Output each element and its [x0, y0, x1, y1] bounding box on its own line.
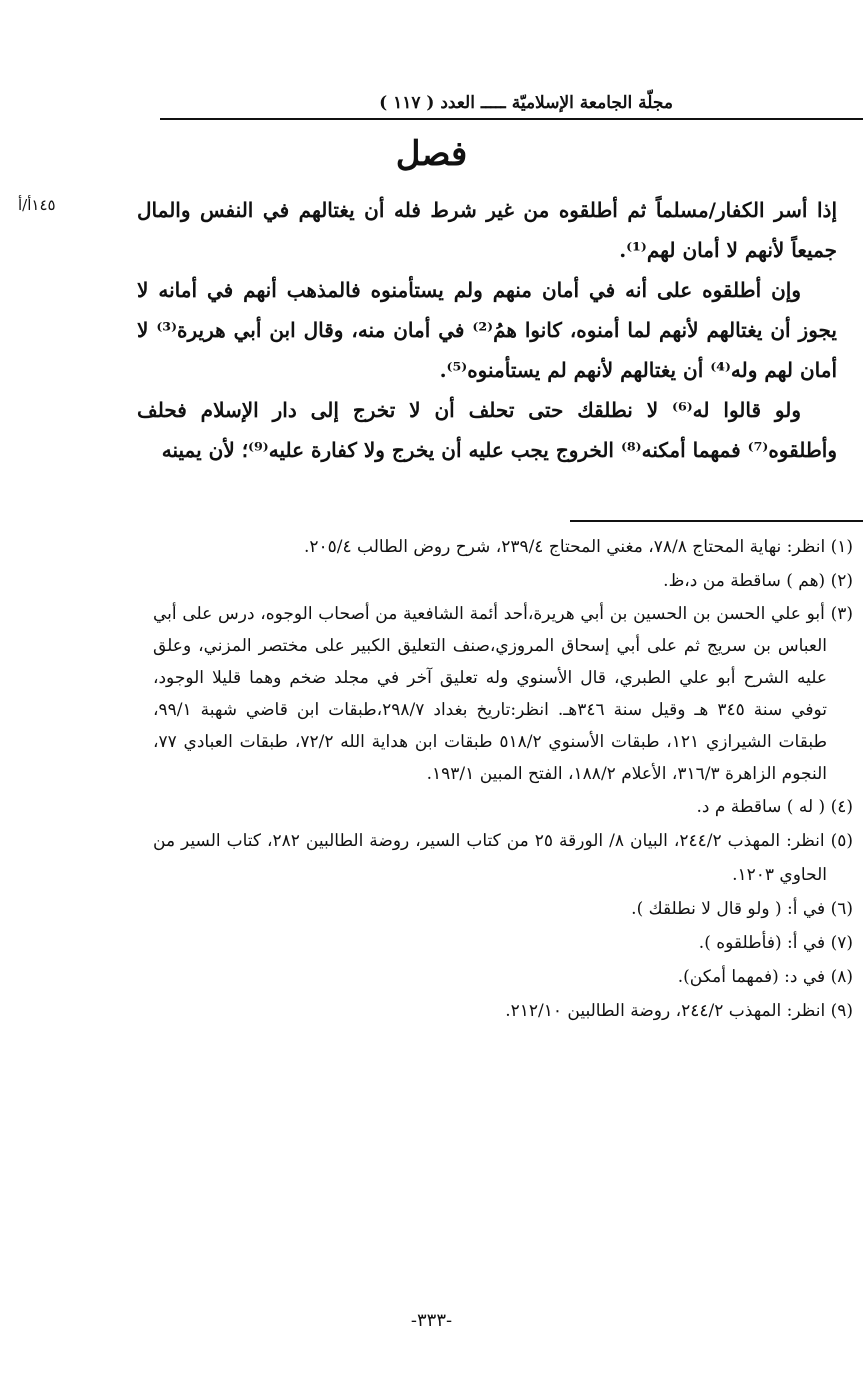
margin-note: ١٤٥أ/أ — [18, 196, 56, 214]
body-paragraph: ولو قالوا له⁽⁶⁾ لا نطلقك حتى تحلف أن لا تخرج إلى دار الإسلام فحلف وأطلقوه⁽⁷⁾ فمهما أمكنه⁽⁸⁾ الخروج يجب عليه أن يخرج ولا كفارة عليه⁽⁹⁾؛ لأن يمينه — [137, 398, 837, 462]
footnote: (٧) في أ: (فأطلقوه ). — [698, 933, 853, 953]
footnotes — [153, 530, 853, 1028]
running-header: مجلّة الجامعة الإسلاميّة ـــــ العدد ( ١١٧ ) — [379, 93, 673, 113]
footnote: (٦) في أ: ( ولو قال لا نطلقك ). — [631, 899, 853, 919]
footnote-rule — [570, 520, 863, 522]
page-number: -٣٣٣- — [410, 1310, 453, 1331]
footnote: (٢) (هم ) ساقطة من د،ظ. — [663, 571, 853, 591]
footnote: (١) انظر: نهاية المحتاج ٧٨/٨، مغني المحتاج ٢٣٩/٤، شرح روض الطالب ٢٠٥/٤. — [303, 537, 853, 557]
footnote: (٥) انظر: المهذب ٢٤٤/٢، البيان ٨/ الورقة ٢٥ من كتاب السير، روضة الطالبين ٢٨٢، كتاب السير من الحاوي ١٢٠٣. — [153, 831, 854, 885]
footnote: (٨) في د: (فمهما أمكن). — [677, 967, 853, 987]
footnote: (٤) ( له ) ساقطة م د. — [696, 797, 853, 817]
section-title: فصل — [395, 134, 468, 174]
body-paragraph: وإن أطلقوه على أنه في أمان منهم ولم يستأمنوه فالمذهب أنهم في أمانه لا يجوز أن يغتالهم لأنهم لما أمنوه، كانوا همُ⁽²⁾ في أمان منه، وقال ابن أبي هريرة⁽³⁾ لا أمان لهم وله⁽⁴⁾ أن يغتالهم لأنهم لم يستأمنوه⁽⁵⁾. — [137, 278, 838, 382]
footnote: (٩) انظر: المهذب ٢٤٤/٢، روضة الطالبين ٢١٢/١٠. — [505, 1001, 853, 1021]
header-rule — [160, 118, 863, 120]
body-paragraph: إذا أسر الكفار/مسلماً ثم أطلقوه من غير شرط فله أن يغتالهم في النفس والمال جميعاً لأنهم لا أمان لهم⁽¹⁾. — [137, 198, 837, 262]
footnote: (٣) أبو علي الحسن بن الحسين بن أبي هريرة،أحد أئمة الشافعية من أصحاب الوجوه، درس على أبي العباس بن سريج ثم على أبي إسحاق المروزي،صنف التعليق الكبير على مختصر المزني، وعلق عليه الشرح أبو علي الطبري، قال الأسنوي وله تعليق آخر في مجلد ضخم وهما قليلا الوجود، توفي سنة ٣٤٥ هـ وقيل سنة ٣٤٦هـ. انظر:تاريخ بغداد ٢٩٨/٧،طبقات ابن قاضي شهبة ٩٩/١، طبقات الشيرازي ١٢١، طبقات الأسنوي ٥١٨/٢ طبقات ابن هداية الله ٧٢/٢، طبقات العبادي ٧٧، النجوم الزاهرة ٣١٦/٣، الأعلام ١٨٨/٢، الفتح المبين ١٩٣/١. — [153, 604, 853, 784]
body-text — [137, 190, 837, 470]
